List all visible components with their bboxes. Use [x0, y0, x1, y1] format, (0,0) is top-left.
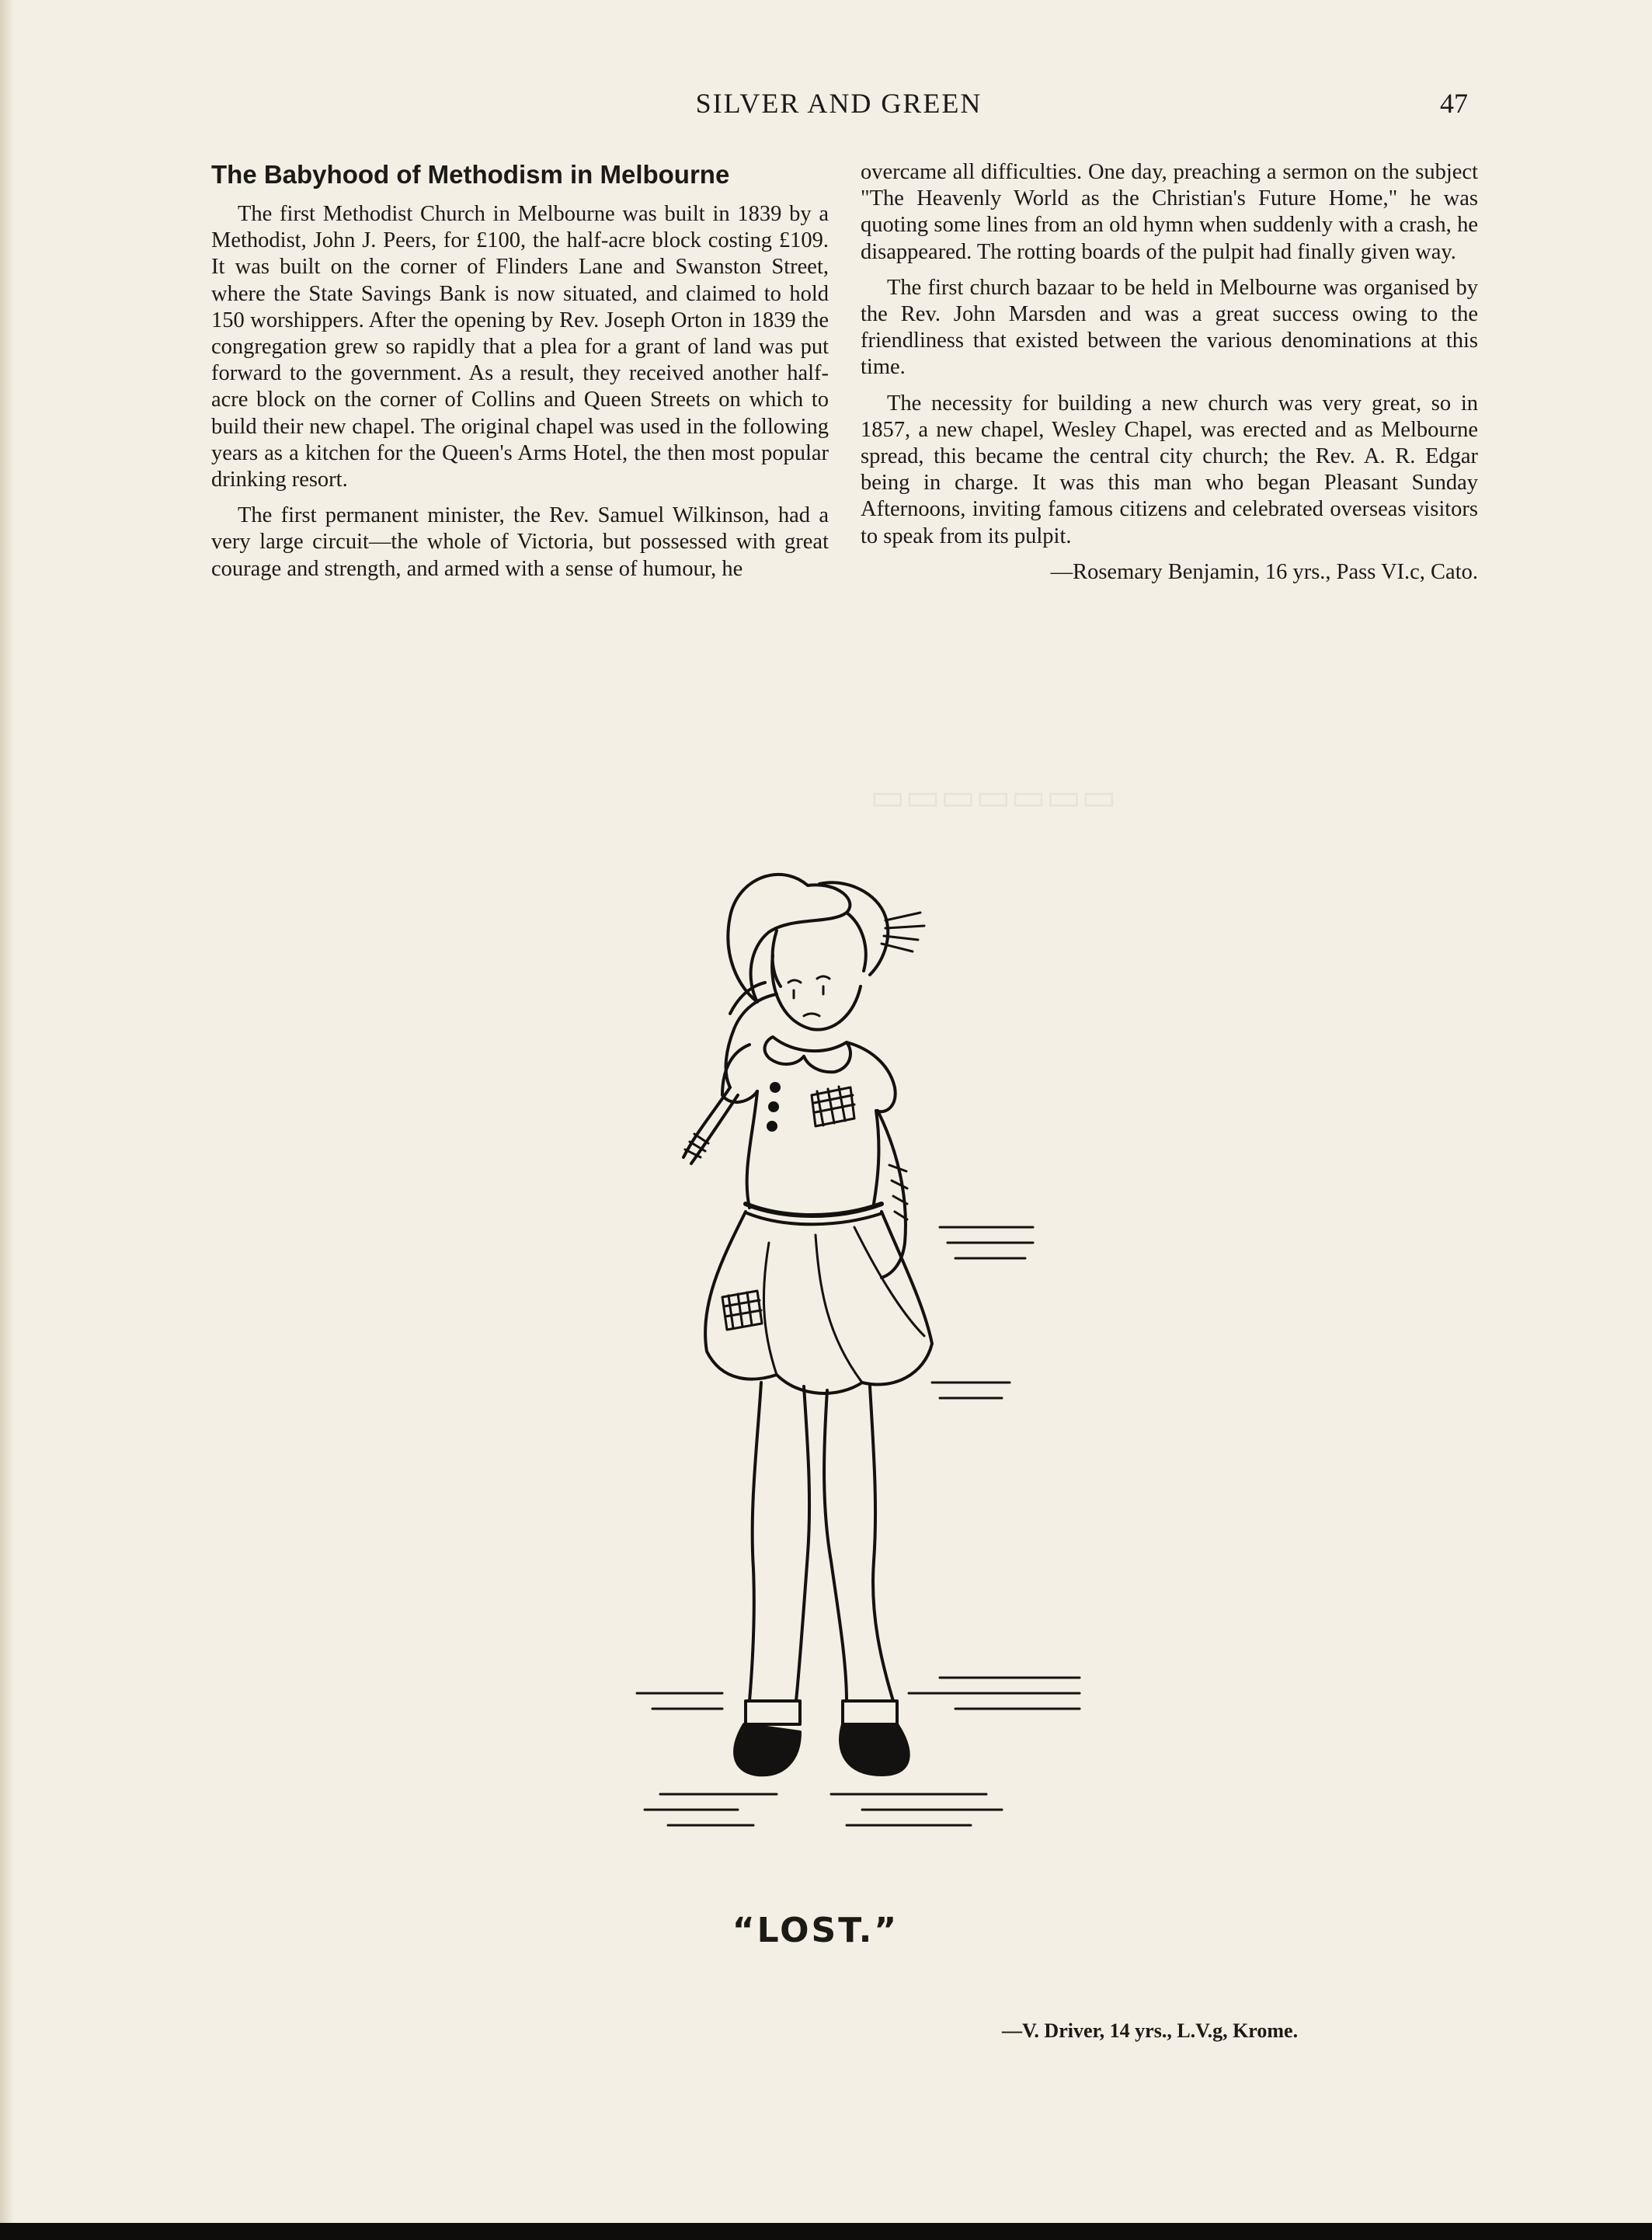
article-paragraph: The first Methodist Church in Melbourne was built in 1839 by a Methodist, John J. Peers, for £100, the half-acre block costing £109. It was built on the corner of Flinders Lane and Swanston Street, where the State Savings Bank is now situated, and claimed to hold 150 worshippers. After the opening by Rev. Joseph Orton in 1839 the congregation grew so rapidly that a plea for a grant of land was put forward to the government. As a result, they received another half-acre block on the corner of Collins and Queen Streets on which to build their new chapel. The original chapel was used in the following years as a kitchen for the Queen's Arms Hotel, the then most popular drinking resort.	[211, 202, 829, 492]
page-edge	[0, 0, 14, 2240]
article-right-column	[861, 159, 1478, 586]
drawing-caption: “LOST.”	[732, 1911, 899, 1950]
article-paragraph-continued: overcame all difficulties. One day, preaching a sermon on the subject "The Heavenly World as the Christian's Future Home," he was quoting some lines from an old hymn when suddenly with a crash, he disappeared. The rotting boards of the pulpit had finally given way.	[861, 160, 1478, 264]
illustration-lost-girl	[614, 839, 1111, 1918]
article-paragraph: The first permanent minister, the Rev. Samuel Wilkinson, had a very large circuit—the whole of Victoria, but possessed with great courage and strength, and armed with a sense of humour, he	[211, 503, 829, 581]
article-byline: —Rosemary Benjamin, 16 yrs., Pass VI.c, Cato.	[1050, 559, 1478, 584]
drawing-credit: —V. Driver, 14 yrs., L.V.g, Krome.	[1002, 2019, 1299, 2042]
article-left-column	[211, 159, 829, 592]
show-through-text: ▭▭▭▭▭▭▭	[870, 777, 1117, 818]
article-paragraph: The first church bazaar to be held in Melbourne was organised by the Rev. John Marsden and was a great success owing to the friendliness that existed between the various denominations at this time.	[861, 275, 1478, 380]
article-paragraph: The necessity for building a new church was very great, so in 1857, a new chapel, Wesley Chapel, was erected and as Melbourne spread, this became the central city church; the Rev. A. R. Edgar being in charge. It was this man who began Pleasant Sunday Afternoons, inviting famous citizens and celebrated overseas visitors to speak from its pulpit.	[861, 391, 1478, 548]
running-head	[210, 87, 1468, 134]
page-bottom-edge	[0, 2223, 1652, 2240]
journal-title: SILVER AND GREEN	[695, 88, 983, 119]
page-number: 47	[1440, 88, 1468, 119]
article-title: The Babyhood of Methodism in Melbourne	[211, 160, 730, 189]
